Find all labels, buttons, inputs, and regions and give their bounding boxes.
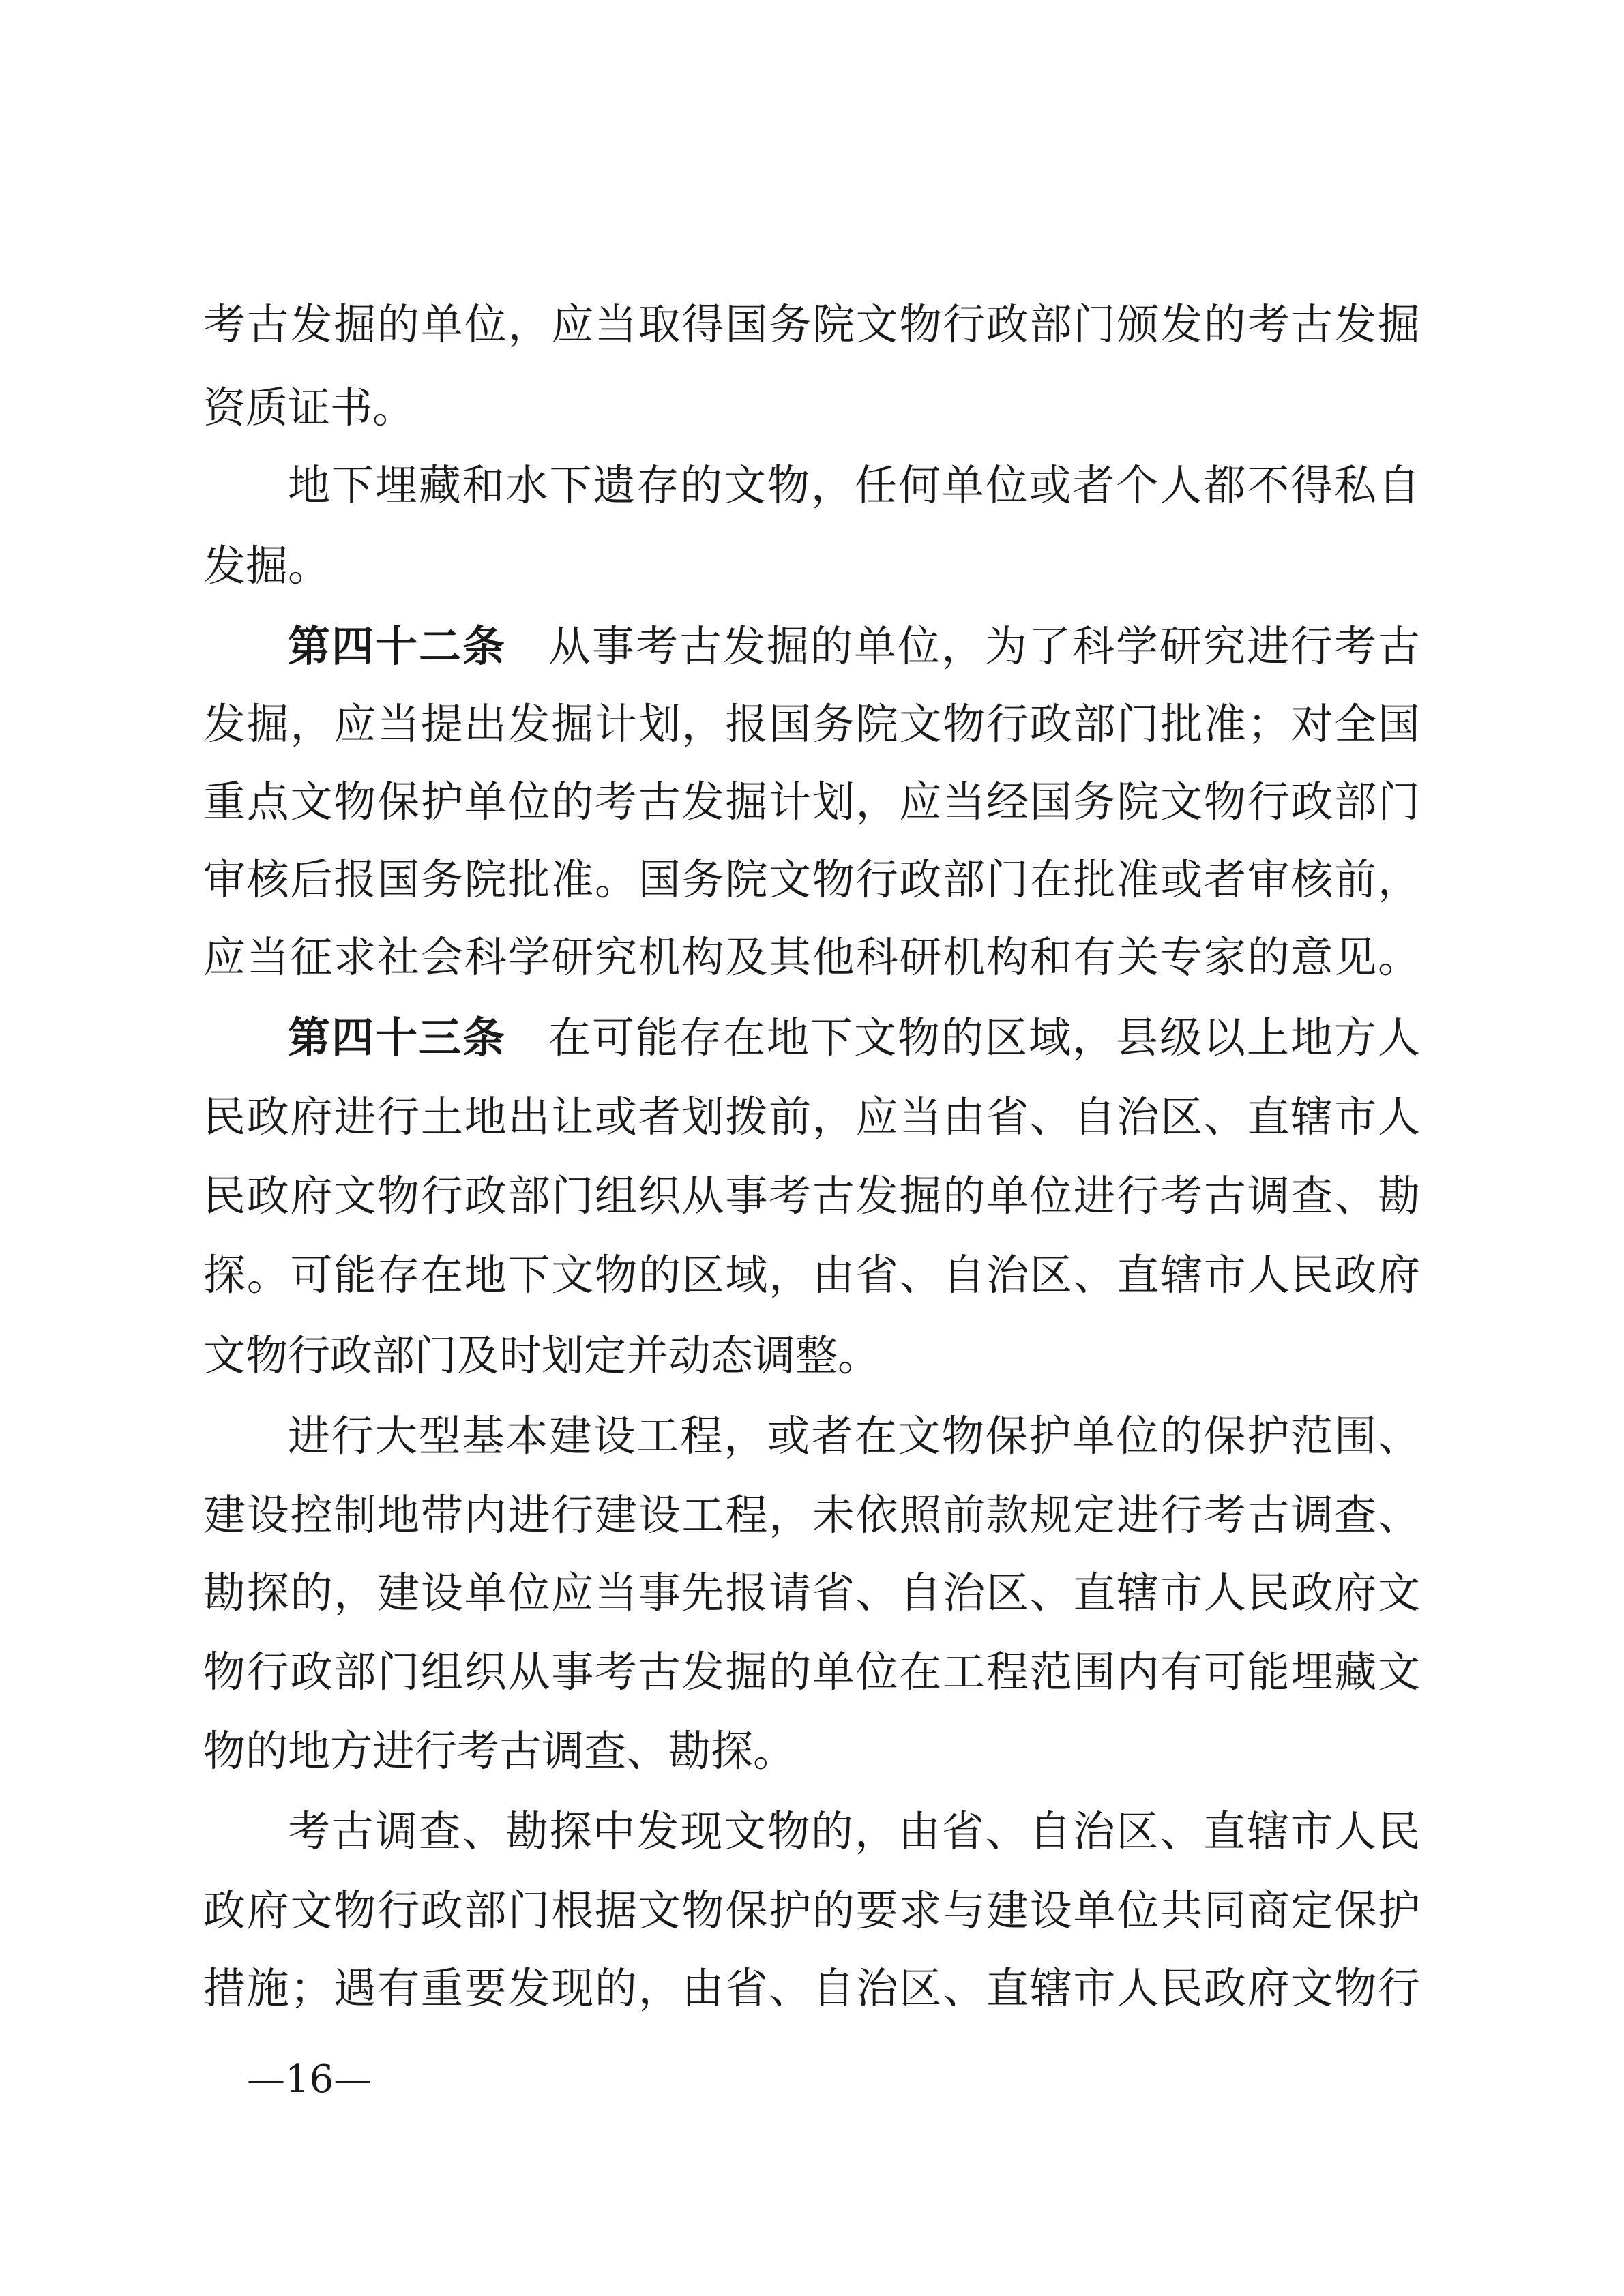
article-heading: 第四十二条 — [288, 621, 506, 671]
text-line: 考古调查、勘探中发现文物的，由省、自治区、直辖市人民 — [288, 1806, 1420, 1856]
text-line: 从事考古发掘的单位，为了科学研究进行考古 — [548, 621, 1420, 671]
text-line: 建设控制地带内进行建设工程，未依照前款规定进行考古调查、 — [203, 1490, 1420, 1540]
text-line: 发掘，应当提出发掘计划，报国务院文物行政部门批准；对全国 — [203, 699, 1420, 749]
text-line: 在可能存在地下文物的区域，县级以上地方人 — [548, 1013, 1420, 1062]
article-43-first-line — [288, 1004, 1420, 1072]
text-line: 进行大型基本建设工程，或者在文物保护单位的保护范围、 — [288, 1411, 1420, 1461]
text-line: 勘探的，建设单位应当事先报请省、自治区、直辖市人民政府文 — [203, 1568, 1420, 1617]
text-line: 民政府进行土地出让或者划拨前，应当由省、自治区、直辖市人 — [203, 1092, 1420, 1142]
article-heading: 第四十三条 — [288, 1013, 506, 1062]
text-line: 应当征求社会科学研究机构及其他科研机构和有关专家的意见。 — [203, 932, 1420, 982]
text-line: 探。可能存在地下文物的区域，由省、自治区、直辖市人民政府 — [203, 1250, 1420, 1300]
text-line: 发掘。 — [203, 541, 331, 591]
text-line: 考古发掘的单位，应当取得国务院文物行政部门颁发的考古发掘 — [203, 299, 1420, 349]
text-line: 文物行政部门及时划定并动态调整。 — [203, 1330, 881, 1380]
text-line: 物的地方进行考古调查、勘探。 — [203, 1726, 796, 1776]
article-42-first-line — [288, 612, 1420, 681]
text-line: 措施；遇有重要发现的，由省、自治区、直辖市人民政府文物行 — [203, 1963, 1420, 2013]
text-line: 地下埋藏和水下遗存的文物，任何单位或者个人都不得私自 — [288, 460, 1420, 510]
text-line: 重点文物保护单位的考古发掘计划，应当经国务院文物行政部门 — [203, 777, 1420, 826]
text-line: 资质证书。 — [203, 383, 415, 432]
page-number: —16— — [247, 2057, 372, 2102]
text-line: 物行政部门组织从事考古发掘的单位在工程范围内有可能埋藏文 — [203, 1647, 1420, 1697]
text-line: 审核后报国务院批准。国务院文物行政部门在批准或者审核前， — [203, 854, 1420, 904]
text-line: 民政府文物行政部门组织从事考古发掘的单位进行考古调查、勘 — [203, 1171, 1420, 1221]
text-line: 政府文物行政部门根据文物保护的要求与建设单位共同商定保护 — [203, 1885, 1420, 1935]
